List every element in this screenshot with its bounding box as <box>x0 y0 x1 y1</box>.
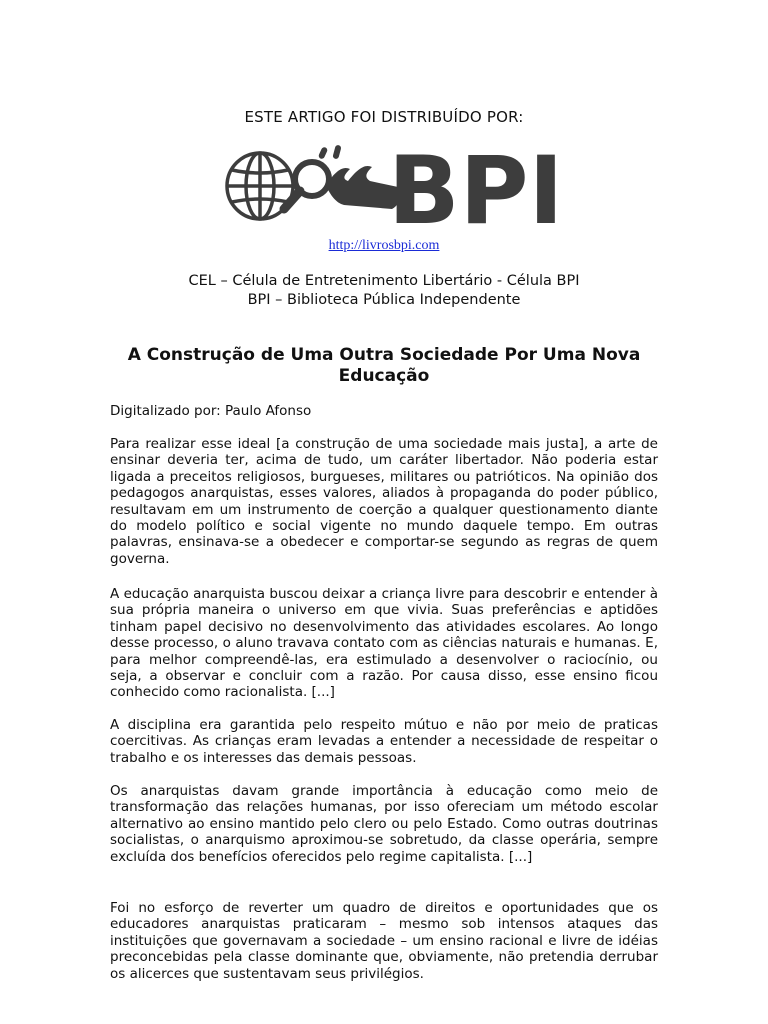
bpi-line: BPI – Biblioteca Pública Independente <box>247 292 521 308</box>
site-link[interactable] <box>110 238 658 254</box>
paragraph-3: A disciplina era garantida pelo respeito mútuo e não por meio de praticas coercitivas. As crianças eram levadas a entender a necessidade de respeitar o trabalho e os interesses das demais pessoas. <box>110 717 658 766</box>
site-link-text[interactable]: http://livrosbpi.com <box>328 238 440 253</box>
paragraph-2: A educação anarquista buscou deixar a criança livre para descobrir e entender à sua própria maneira o universo em que vivia. Suas preferências e aptidões tinham papel decisivo no desenvolvimento das atividades escolares. Ao longo desse processo, o aluno travava contato com as ciências naturais e humanas. E, para melhor compreendê-las, era estimulado a desenvolver o raciocínio, ou seja, a observar e concluir com a razão. Por causa disso, esse ensino ficou conhecido como racionalista. [...] <box>110 586 658 701</box>
cel-line: CEL – Célula de Entretenimento Libertário - Célula BPI <box>188 273 580 289</box>
paragraph-5: Foi no esforço de reverter um quadro de direitos e oportunidades que os educadores anarquistas praticaram – mesmo sob intensos ataques das instituições que governavam a sociedade – um ensino racional e livre de idéias preconcebidas pela classe dominante que, obviamente, não pretendia derrubar os alicerces que sustentavam seus privilégios. <box>110 900 658 982</box>
distributed-by-heading: ESTE ARTIGO FOI DISTRIBUÍDO POR: <box>244 108 524 126</box>
paragraph-4: Os anarquistas davam grande importância à educação como meio de transformação das relações humanas, por isso ofereciam um método escolar alternativo ao ensino mantido pelo clero ou pelo Estado. Como outras doutrinas socialistas, o anarquismo aproximou-se sobretudo, da classe operária, sempre excluída dos benefícios oferecidos pelo regime capitalista. [...] <box>110 783 658 865</box>
logo-text: BPI <box>388 137 564 246</box>
article-title: A Construção de Uma Outra Sociedade Por Uma Nova Educação <box>127 345 641 386</box>
paragraph-1: Para realizar esse ideal [a construção de uma sociedade mais justa], a arte de ensinar deveria ter, acima de tudo, um caráter libertador. Não poderia estar ligada a preceitos religiosos, burgueses, militares ou patrióticos. Na opinião dos pedagogos anarquistas, esses valores, aliados à propaganda do poder público, resultavam em um instrumento de coerção a qualquer questionamento diante do modelo político e social vigente no mundo daquele tempo. Em outras palavras, ensinava-se a obedecer e comportar-se segundo as regras de quem governa. <box>110 436 658 567</box>
byline: Digitalizado por: Paulo Afonso <box>110 403 312 419</box>
